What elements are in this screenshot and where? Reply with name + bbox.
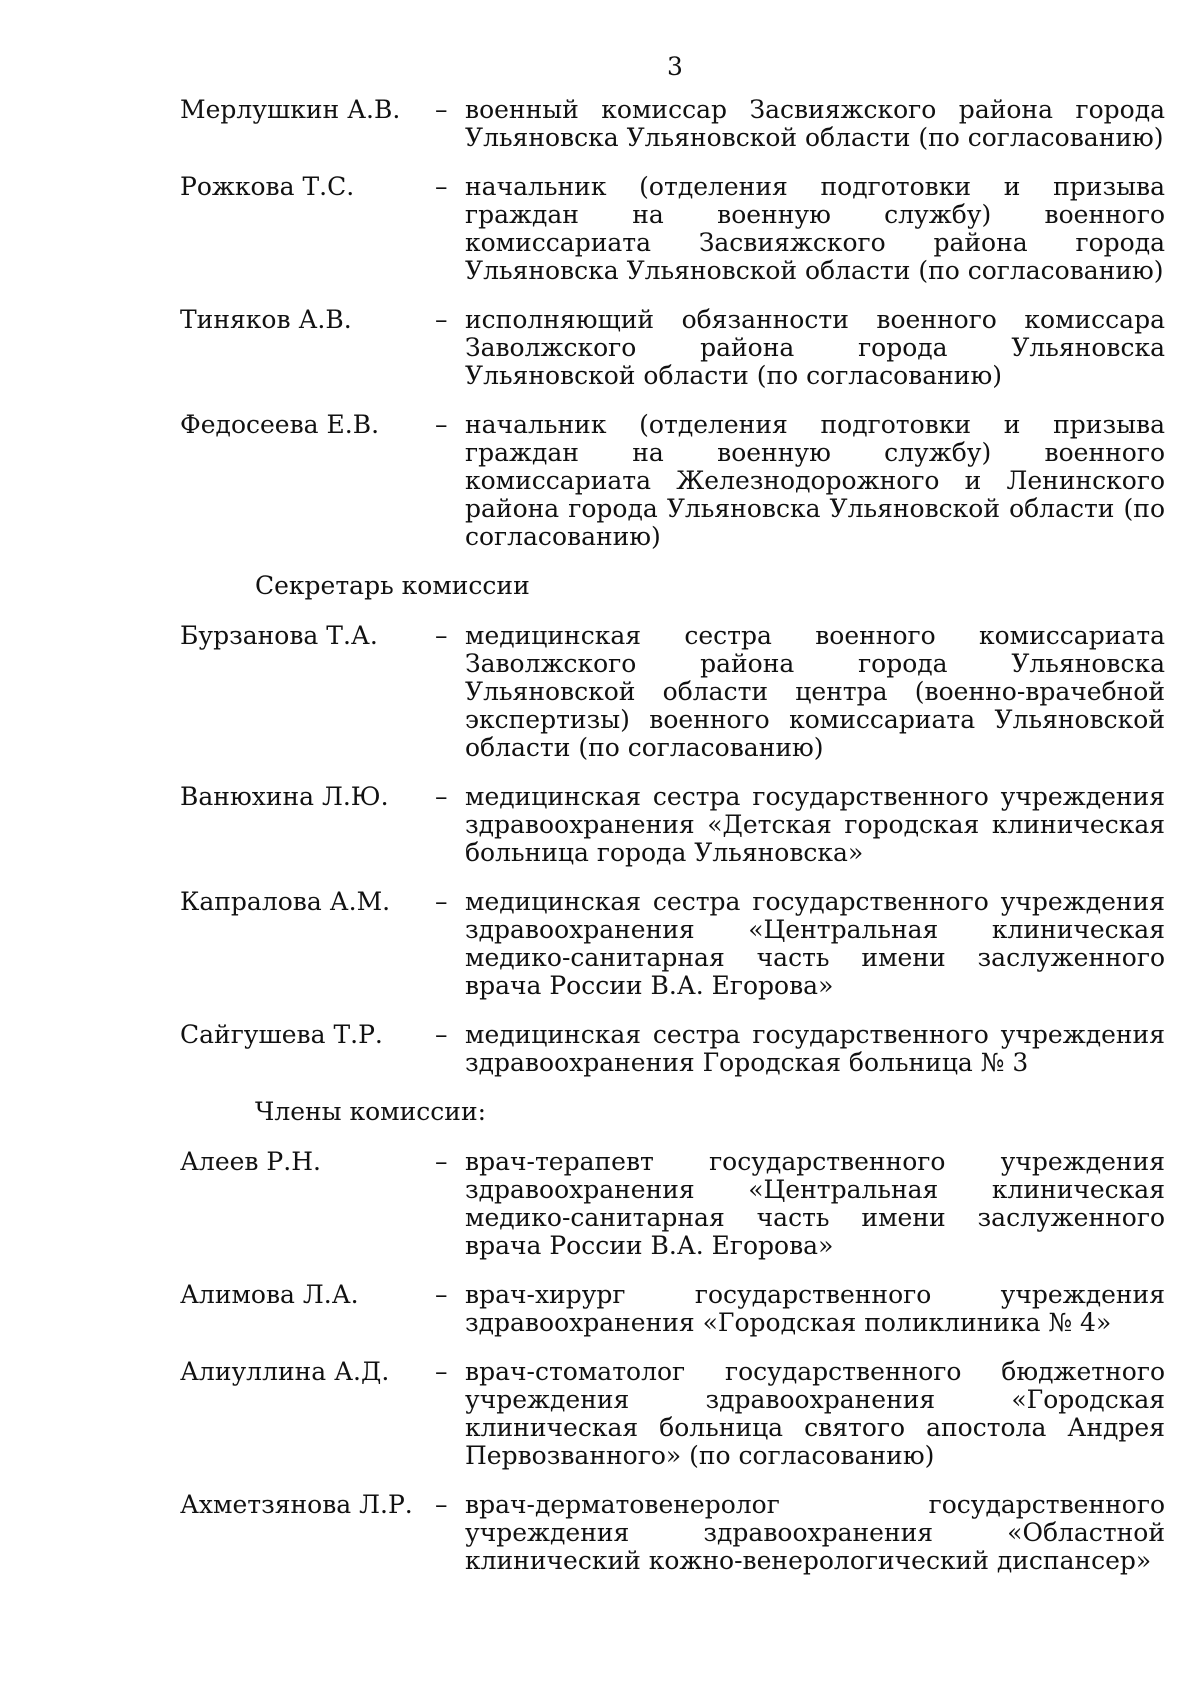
person-position: врач-стоматолог государственного бюджетного учреждения здравоохранения «Городская клиническая больница святого апостола Андрея Первозванного» (по согласованию) [465, 1357, 1165, 1470]
commission-list [180, 96, 1165, 1596]
section-officials [180, 96, 1165, 551]
dash: – [435, 95, 448, 124]
dash: – [435, 1357, 448, 1386]
person-position: медицинская сестра государственного учреждения здравоохранения «Детская городская клиническая больница города Ульяновска» [465, 782, 1165, 867]
person-name: Сайгушева Т.Р. [180, 1020, 383, 1049]
person-name: Тиняков А.В. [180, 305, 352, 334]
person-name: Бурзанова Т.А. [180, 621, 378, 650]
list-item [180, 1491, 1165, 1575]
dash: – [435, 410, 448, 439]
dash: – [435, 621, 448, 650]
page-number: 3 [667, 52, 683, 81]
dash: – [435, 1490, 448, 1519]
person-name: Алимова Л.А. [180, 1280, 359, 1309]
person-name: Рожкова Т.С. [180, 172, 355, 201]
dash: – [435, 1280, 448, 1309]
person-position: медицинская сестра государственного учреждения здравоохранения «Центральная клиническая медико-санитарная часть имени заслуженного врача России В.А. Егорова» [465, 887, 1165, 1000]
person-name: Капралова А.М. [180, 887, 391, 916]
dash: – [435, 887, 448, 916]
dash: – [435, 782, 448, 811]
dash: – [435, 172, 448, 201]
dash: – [435, 1020, 448, 1049]
person-name: Ахметзянова Л.Р. [180, 1490, 413, 1519]
list-item [180, 783, 1165, 867]
person-position: военный комиссар Засвияжского района города Ульяновска Ульяновской области (по согласованию) [465, 95, 1165, 152]
person-position: исполняющий обязанности военного комиссара Заволжского района города Ульяновска Ульяновской области (по согласованию) [465, 305, 1165, 390]
person-position: медицинская сестра военного комиссариата Заволжского района города Ульяновска Ульяновской области центра (военно-врачебной экспертизы) военного комиссариата Ульяновской области (по согласованию) [465, 621, 1165, 762]
dash: – [435, 1147, 448, 1176]
section-heading: Члены комиссии: [255, 1097, 487, 1126]
list-item [180, 1148, 1165, 1260]
section-members [180, 1098, 1165, 1575]
list-item [180, 622, 1165, 762]
person-position: начальник (отделения подготовки и призыва граждан на военную службу) военного комиссариата Железнодорожного и Ленинского района города Ульяновска Ульяновской области (по согласованию) [465, 410, 1165, 551]
person-position: врач-хирург государственного учреждения здравоохранения «Городская поликлиника № 4» [465, 1280, 1165, 1337]
person-name: Алиуллина А.Д. [180, 1357, 390, 1386]
person-name: Федосеева Е.В. [180, 410, 380, 439]
dash: – [435, 305, 448, 334]
person-position: врач-терапевт государственного учреждения здравоохранения «Центральная клиническая медико-санитарная часть имени заслуженного врача России В.А. Егорова» [465, 1147, 1165, 1260]
list-item [180, 96, 1165, 152]
list-item [180, 173, 1165, 285]
section-secretary [180, 572, 1165, 1077]
person-name: Мерлушкин А.В. [180, 95, 401, 124]
list-item [180, 888, 1165, 1000]
list-item [180, 1281, 1165, 1337]
person-name: Алеев Р.Н. [180, 1147, 321, 1176]
list-item [180, 306, 1165, 390]
person-name: Ванюхина Л.Ю. [180, 782, 389, 811]
list-item [180, 1021, 1165, 1077]
person-position: медицинская сестра государственного учреждения здравоохранения Городская больница № 3 [465, 1020, 1165, 1077]
list-item [180, 1358, 1165, 1470]
section-heading: Секретарь комиссии [255, 571, 530, 600]
person-position: врач-дерматовенеролог государственного учреждения здравоохранения «Областной клинический кожно-венерологический диспансер» [465, 1490, 1165, 1575]
person-position: начальник (отделения подготовки и призыва граждан на военную службу) военного комиссариата Засвияжского района города Ульяновска Ульяновской области (по согласованию) [465, 172, 1165, 285]
list-item [180, 411, 1165, 551]
